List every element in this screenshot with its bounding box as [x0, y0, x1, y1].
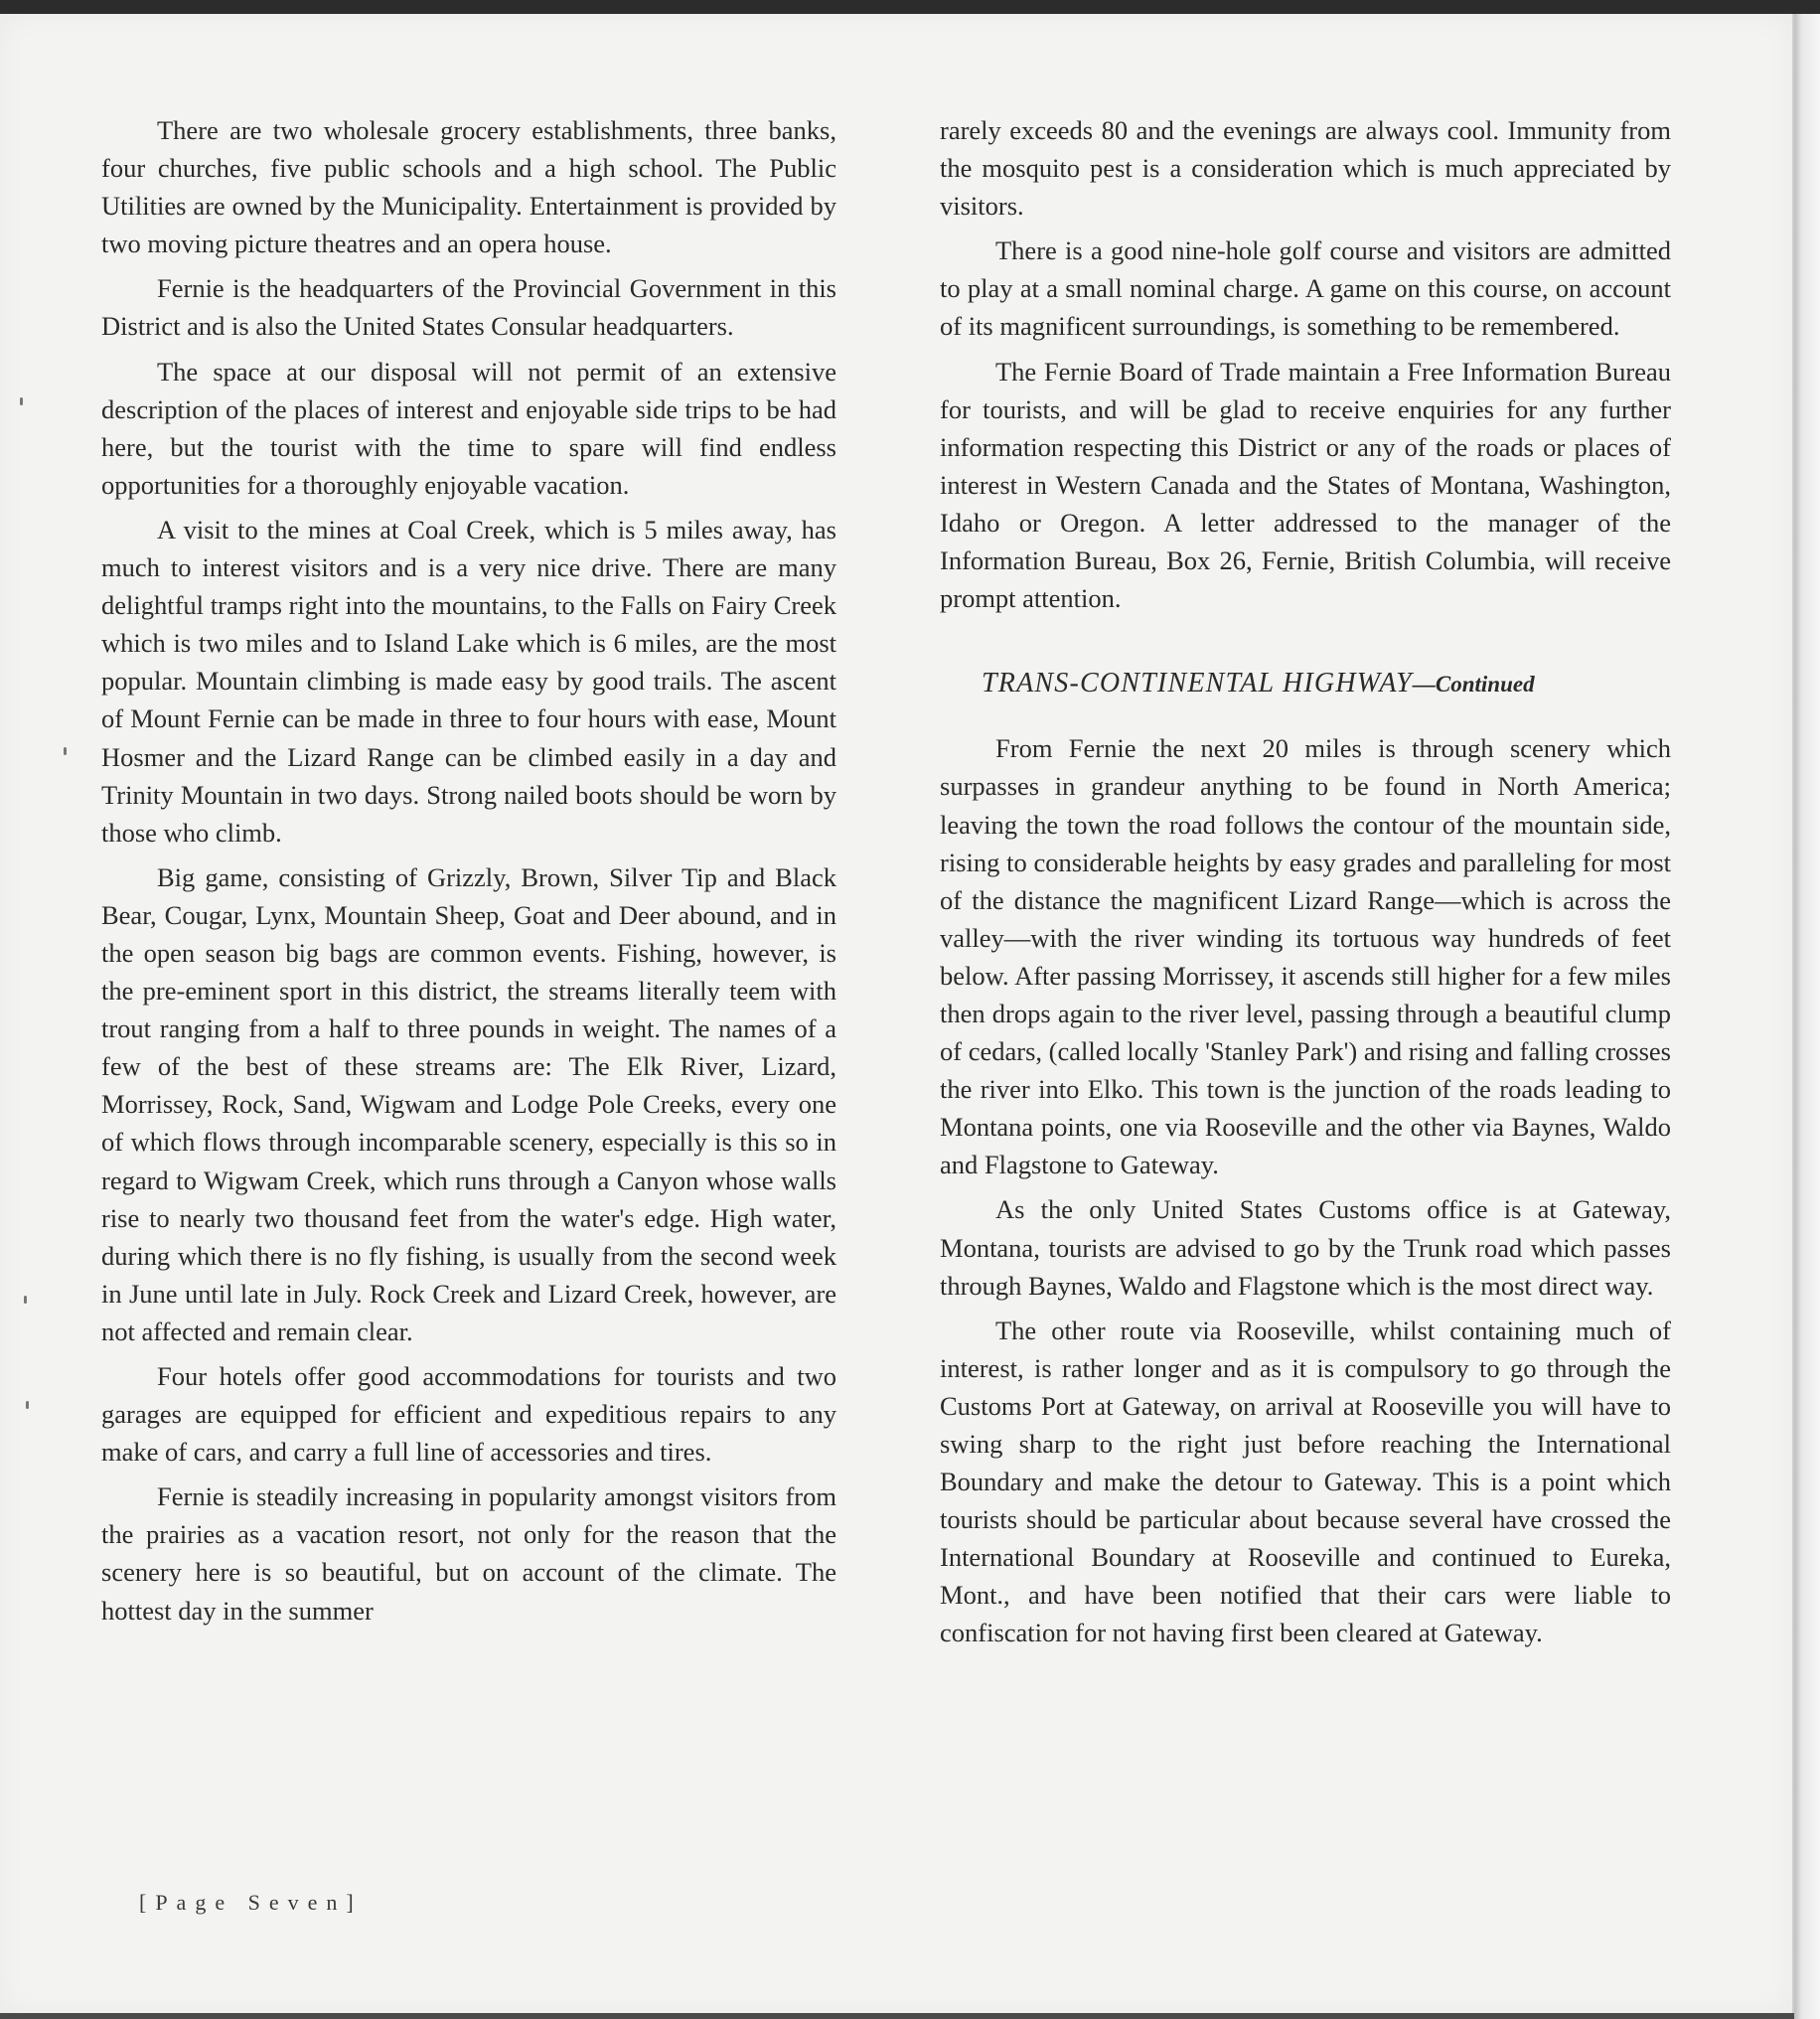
paragraph-customs: As the only United States Customs office is at Gateway, Montana, tourists are advised to go by the Trunk road which passes through Baynes, Waldo and Flagstone which is the most direct way. [940, 1194, 1671, 1301]
paragraph-headquarters: Fernie is the headquarters of the Provincial Government in this District and is also the United States Consular headquarters. [101, 273, 836, 342]
scan-top-edge [0, 0, 1820, 14]
paragraph-route-from-fernie: From Fernie the next 20 miles is through scenery which surpasses in grandeur anything to be found in North America; leaving the town the road follows the contour of the mountain side, rising to considerable heights by easy grades and paralleling for most of the distance the magnificent Lizard Range—which is across the valley—with the river winding its tortuous way hundreds of feet below. After passing Morrissey, it ascends still higher for a few miles then drops again to the river level, passing through a beautiful clump of cedars, (called locally 'Stanley Park') and rising and falling crosses the river into Elko. This town is the junction of the roads leading to Montana points, one via Rooseville and the other via Baynes, Waldo and Flagstone to Gateway. [940, 733, 1671, 1180]
scan-right-edge [1794, 14, 1820, 2019]
section-heading-title: TRANS-CONTINENTAL HIGHWAY [982, 668, 1413, 699]
document-page [0, 14, 1795, 2013]
paragraph-board-of-trade: The Fernie Board of Trade maintain a Free Information Bureau for tourists, and will be glad to receive enquiries for any further information respecting this District or any of the roads or places of interest in Western Canada and the States of Montana, Washington, Idaho or Oregon. A letter addressed to the manager of the Information Bureau, Box 26, Fernie, British Columbia, will receive prompt attention. [940, 356, 1671, 614]
section-heading-suffix: —Continued [1412, 672, 1535, 698]
page-number: [Page Seven] [139, 1890, 363, 1915]
paragraph-rooseville-route: The other route via Rooseville, whilst containing much of interest, is rather longer and as it is compulsory to go through the Customs Port at Gateway, on arrival at Rooseville you will have to swing sharp to the right just before reaching the International Boundary and make the detour to Gateway. This is a point which tourists should be particular about because several have crossed the International Boundary at Rooseville and continued to Eureka, Mont., and have been notified that their cars were liable to confiscation for not having first been cleared at Gateway. [940, 1315, 1671, 1648]
section-heading [982, 665, 1671, 703]
paragraph-popularity: Fernie is steadily increasing in popularity amongst visitors from the prairies as a vacation resort, not only for the reason that the scenery here is so beautiful, but on account of the climate. The hottest day in the summer [101, 1481, 836, 1626]
paragraph-big-game: Big game, consisting of Grizzly, Brown, Silver Tip and Black Bear, Cougar, Lynx, Mountain Sheep, Goat and Deer abound, and in the open season big bags are common events. Fishing, however, is the pre-eminent sport in this district, the streams literally teem with trout ranging from a half to three pounds in weight. The names of a few of the best of these streams are: The Elk River, Lizard, Morrissey, Rock, Sand, Wigwam and Lodge Pole Creeks, every one of which flows through incomparable scenery, especially is this so in regard to Wigwam Creek, which runs through a Canyon whose walls rise to nearly two thousand feet from the water's edge. High water, during which there is no fly fishing, is usually from the second week in June until late in July. Rock Creek and Lizard Creek, however, are not affected and remain clear. [101, 861, 836, 1346]
right-column [940, 111, 1671, 1659]
paragraph-golf: There is a good nine-hole golf course and visitors are admitted to play at a small nominal charge. A game on this course, on account of its magnificent surroundings, is something to be remembered. [940, 235, 1671, 342]
paragraph-institutions: There are two wholesale grocery establishments, three banks, four churches, five public schools and a high school. The Public Utilities are owned by the Municipality. Entertainment is provided by two moving picture theatres and an opera house. [101, 115, 836, 259]
paragraph-side-trips: The space at our disposal will not permit of an extensive description of the places of interest and enjoyable side trips to be had here, but the tourist with the time to spare will find endless opportunities for a thoroughly enjoyable vacation. [101, 356, 836, 500]
margin-speck [26, 1401, 29, 1409]
margin-speck [64, 747, 67, 755]
paragraph-climate-continued: rarely exceeds 80 and the evenings are always cool. Immunity from the mosquito pest is a consideration which is much appreciated by visitors. [940, 115, 1671, 222]
paragraph-hotels: Four hotels offer good accommodations for tourists and two garages are equipped for efficient and expeditious repairs to any make of cars, and carry a full line of accessories and tires. [101, 1361, 836, 1468]
margin-speck [20, 397, 23, 405]
paragraph-coal-creek: A visit to the mines at Coal Creek, which is 5 miles away, has much to interest visitors and is a very nice drive. There are many delightful tramps right into the mountains, to the Falls on Fairy Creek which is two miles and to Island Lake which is 6 miles, are the most popular. Mountain climbing is made easy by good trails. The ascent of Mount Fernie can be made in three to four hours with ease, Mount Hosmer and the Lizard Range can be climbed easily in a day and Trinity Mountain in two days. Strong nailed boots should be worn by those who climb. [101, 514, 836, 848]
margin-speck [24, 1296, 27, 1304]
left-column [101, 111, 836, 1636]
